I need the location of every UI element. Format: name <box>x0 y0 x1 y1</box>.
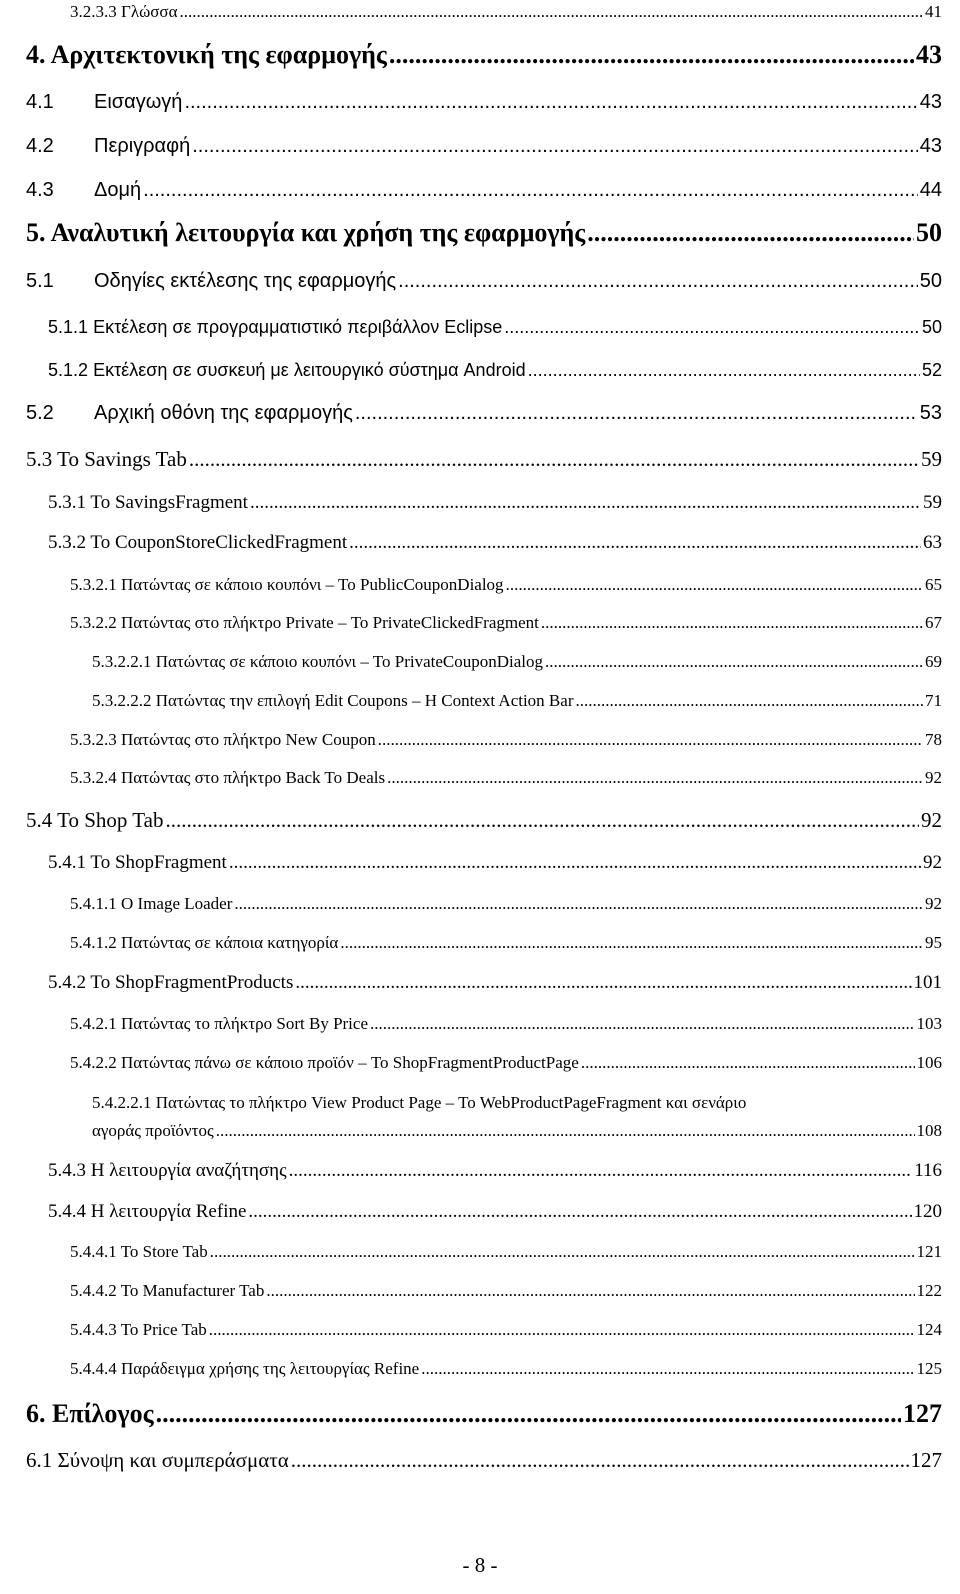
toc-entry <box>48 1201 942 1223</box>
toc-page-number: 50 <box>916 218 942 247</box>
dot-leader <box>234 894 923 914</box>
toc-entry-label: 5.1.2 Εκτέλεση σε συσκευή με λειτουργικό σύστημα Android <box>48 360 526 380</box>
dot-leader <box>295 972 911 994</box>
toc-entry <box>26 402 942 425</box>
toc-page-number: 71 <box>925 691 942 710</box>
dot-leader <box>528 360 920 381</box>
toc-page-number: 92 <box>921 808 942 832</box>
toc-page-number: 59 <box>921 447 942 471</box>
dot-leader <box>192 135 918 158</box>
toc-page-number: 121 <box>916 1242 942 1261</box>
toc-entry-chapter <box>26 1399 942 1429</box>
toc-page-number: 125 <box>916 1359 942 1378</box>
toc-page-number: 43 <box>919 91 942 113</box>
toc-entry <box>70 1281 942 1301</box>
toc-entry <box>26 447 942 472</box>
dot-leader <box>378 730 923 750</box>
toc-entry <box>70 2 942 22</box>
toc-entry <box>48 492 942 514</box>
toc-page-number: 127 <box>903 1399 942 1428</box>
toc-entry-label: 5.4.2.2 Πατώντας πάνω σε κάποιο προϊόν – To ShopFragmentProductPage <box>70 1053 579 1072</box>
toc-page-number: 50 <box>919 270 942 292</box>
toc-entry-label: 4.2 Περιγραφή <box>26 135 191 157</box>
dot-leader <box>291 1448 909 1473</box>
toc-entry <box>70 1359 942 1379</box>
toc-entry-label: 5.4.4.1 To Store Tab <box>70 1242 208 1261</box>
toc-entry-label: 3.2.3.3 Γλώσσα <box>70 2 178 21</box>
toc-entry <box>70 894 942 914</box>
dot-leader <box>340 933 923 953</box>
toc-entry <box>26 1448 942 1473</box>
toc-entry <box>48 1160 942 1182</box>
toc-entry-label: 5.4.4.3 To Price Tab <box>70 1320 207 1339</box>
toc-entry <box>70 1320 942 1340</box>
toc-page-number: 120 <box>913 1201 942 1222</box>
toc-entry <box>70 575 942 595</box>
toc-entry <box>26 179 942 202</box>
toc-entry-label: 5.4.1.1 O Image Loader <box>70 894 233 913</box>
toc-page-number: 52 <box>921 360 942 380</box>
toc-entry <box>70 730 942 750</box>
toc-entry-label: 5.3.2.2.2 Πατώντας την επιλογή Edit Coupons – H Context Action Bar <box>92 691 574 710</box>
dot-leader <box>387 768 923 788</box>
toc-page-number: 43 <box>916 40 942 69</box>
dot-leader <box>248 1201 911 1223</box>
toc-entry <box>70 1053 942 1073</box>
toc-page-number: 63 <box>923 532 942 553</box>
dot-leader <box>421 1359 914 1379</box>
toc-entry <box>48 852 942 874</box>
toc-entry <box>70 1014 942 1034</box>
toc-entry-label: 5.1.1 Εκτέλεση σε προγραμματιστικό περιβάλλον Eclipse <box>48 317 503 337</box>
toc-page-number: 43 <box>919 135 942 157</box>
toc-page-number: 92 <box>925 894 942 913</box>
toc-entry-label: 4.3 Δομή <box>26 179 142 201</box>
toc-page-number: 41 <box>925 2 942 21</box>
toc-page-number: 116 <box>914 1160 942 1181</box>
toc-page-number: 44 <box>919 179 942 201</box>
toc-entry <box>48 532 942 554</box>
toc-entry <box>70 613 942 633</box>
toc-entry-label: 5.4.4.2 To Manufacturer Tab <box>70 1281 265 1300</box>
toc-entry-label: 4. Αρχιτεκτονική της εφαρμογής <box>26 40 387 69</box>
dot-leader <box>541 613 923 633</box>
dot-leader <box>209 1320 915 1340</box>
dot-leader <box>266 1281 914 1301</box>
toc-entry-label: 5.3.2.4 Πατώντας στο πλήκτρο Back To Deals <box>70 768 386 787</box>
toc-entry-chapter <box>26 40 942 70</box>
toc-entry-label: 5. Αναλυτική λειτουργία και χρήση της εφαρμογής <box>26 218 586 247</box>
toc-page-number: 69 <box>925 652 942 671</box>
toc-entry <box>26 808 942 833</box>
toc-entry-label: 5.3.2 To CouponStoreClickedFragment <box>48 532 348 553</box>
toc-entry <box>26 270 942 293</box>
toc-page-number: 103 <box>916 1014 942 1033</box>
toc-entry-label-continued: αγοράς προϊόντος <box>92 1121 214 1140</box>
toc-entry-label: 5.4.1 To ShopFragment <box>48 852 227 873</box>
dot-leader <box>289 1160 913 1182</box>
toc-entry-label: 5.4.4.4 Παράδειγμα χρήσης της λειτουργίας Refine <box>70 1359 420 1378</box>
toc-entry-label: 4.1 Εισαγωγή <box>26 91 183 113</box>
toc-entry-multiline <box>92 1093 942 1113</box>
toc-entry <box>92 691 942 711</box>
page-footer-number: - 8 - <box>462 1553 498 1577</box>
toc-entry <box>26 91 942 114</box>
dot-leader <box>575 691 923 711</box>
toc-entry <box>48 360 942 381</box>
toc-entry <box>70 1242 942 1262</box>
toc-entry-label: 6.1 Σύνοψη και συμπεράσματα <box>26 1448 289 1472</box>
dot-leader <box>506 575 923 595</box>
dot-leader <box>370 1014 915 1034</box>
toc-entry <box>92 652 942 672</box>
toc-entry-label: 5.2 Αρχική οθόνη της εφαρμογής <box>26 402 353 424</box>
toc-entry-label: 5.4.3 Η λειτουργία αναζήτησης <box>48 1160 287 1181</box>
toc-page-number: 53 <box>919 402 942 424</box>
dot-leader <box>189 447 919 472</box>
dot-leader <box>389 40 914 70</box>
toc-entry-label: 5.3.2.2 Πατώντας στο πλήκτρο Private – Το PrivateClickedFragment <box>70 613 539 632</box>
toc-entry-chapter <box>26 218 942 248</box>
dot-leader <box>504 317 920 338</box>
dot-leader <box>581 1053 915 1073</box>
toc-entry <box>26 135 942 158</box>
toc-entry-label: 5.3.2.3 Πατώντας στο πλήκτρο New Coupon <box>70 730 376 749</box>
dot-leader <box>143 179 918 202</box>
toc-page-number: 92 <box>923 852 942 873</box>
dot-leader <box>156 1399 901 1429</box>
toc-entry-label: 5.4.2.2.1 Πατώντας το πλήκτρο View Product Page – To WebProductPageFragment και σενάριο <box>92 1093 747 1112</box>
toc-entry-label: 5.4.4 Η λειτουργία Refine <box>48 1201 247 1222</box>
toc-entry-label: 5.4 Το Shop Tab <box>26 808 164 832</box>
toc-entry <box>48 972 942 994</box>
toc-page-number: 95 <box>925 933 942 952</box>
toc-entry-label: 6. Επίλογος <box>26 1399 154 1428</box>
toc-page-number: 50 <box>921 317 942 337</box>
dot-leader <box>180 2 924 22</box>
toc-entry-label: 5.1 Οδηγίες εκτέλεσης της εφαρμογής <box>26 270 397 292</box>
dot-leader <box>398 270 918 293</box>
toc-entry <box>70 768 942 788</box>
toc-entry-label: 5.3 Το Savings Tab <box>26 447 187 471</box>
toc-entry-label: 5.4.2.1 Πατώντας το πλήκτρο Sort By Price <box>70 1014 368 1033</box>
toc-page-number: 78 <box>925 730 942 749</box>
dot-leader <box>166 808 920 833</box>
toc-entry <box>92 1121 942 1141</box>
toc-page-number: 106 <box>916 1053 942 1072</box>
toc-entry-label: 5.3.2.2.1 Πατώντας σε κάποιο κουπόνι – Το PrivateCouponDialog <box>92 652 544 671</box>
toc-page-number: 65 <box>925 575 942 594</box>
toc-entry <box>70 933 942 953</box>
toc-entry <box>48 317 942 338</box>
toc-page-number: 127 <box>910 1448 942 1472</box>
dot-leader <box>229 852 921 874</box>
dot-leader <box>587 218 914 248</box>
toc-page-number: 92 <box>925 768 942 787</box>
toc-page-number: 124 <box>916 1320 942 1339</box>
toc-page-number: 59 <box>923 492 942 513</box>
toc-entry-label: 5.4.1.2 Πατώντας σε κάποια κατηγορία <box>70 933 339 952</box>
dot-leader <box>349 532 921 554</box>
dot-leader <box>210 1242 915 1262</box>
toc-page-number: 67 <box>925 613 942 632</box>
toc-entry-label: 5.4.2 To ShopFragmentProducts <box>48 972 294 993</box>
toc-page-number: 122 <box>916 1281 942 1300</box>
dot-leader <box>216 1121 915 1141</box>
toc-entry-label: 5.3.2.1 Πατώντας σε κάποιο κουπόνι – Το PublicCouponDialog <box>70 575 504 594</box>
toc-entry-label: 5.3.1 To SavingsFragment <box>48 492 248 513</box>
dot-leader <box>545 652 923 672</box>
dot-leader <box>355 402 918 425</box>
toc-page-number: 101 <box>913 972 942 993</box>
dot-leader <box>250 492 921 514</box>
toc-page-number: 108 <box>916 1121 942 1140</box>
dot-leader <box>184 91 917 114</box>
